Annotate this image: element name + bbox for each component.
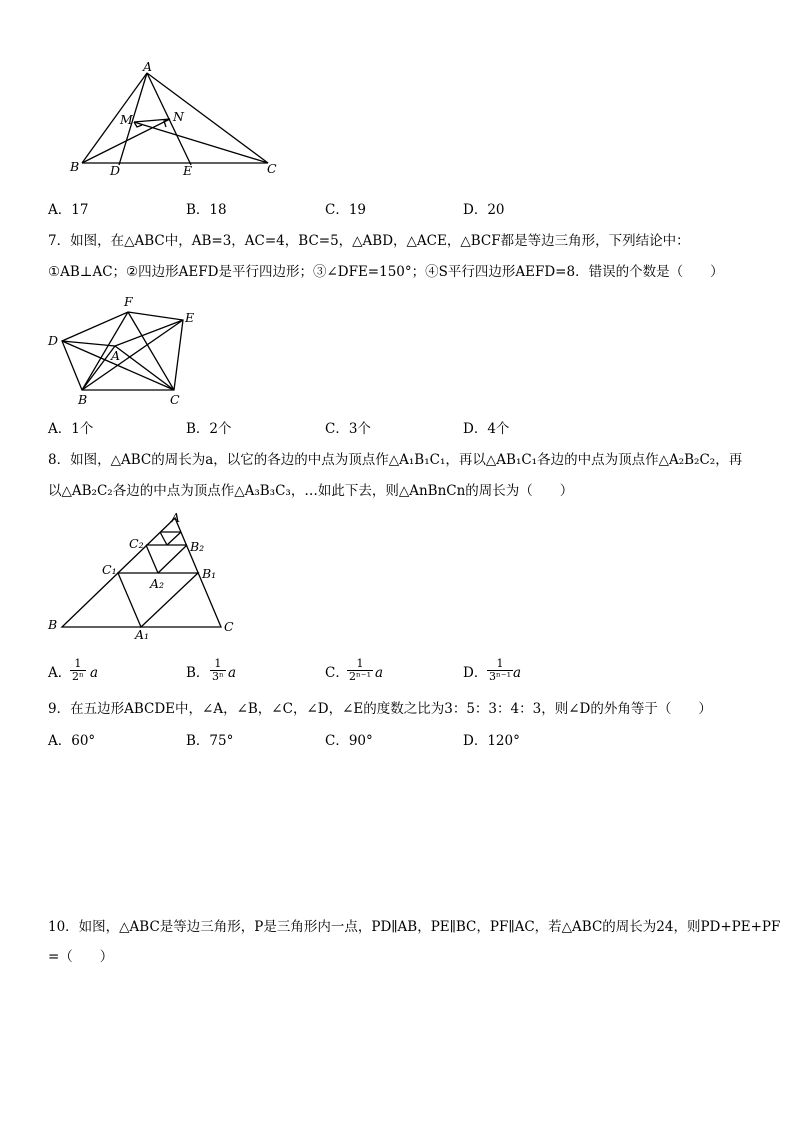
q7-label-d: D <box>48 333 59 348</box>
q8-label-c1: C₁ <box>102 562 117 577</box>
q8-option-b-letter: B． <box>186 665 210 681</box>
q9-option-b[interactable]: B．75° <box>186 733 234 749</box>
q8-label-a: A <box>171 510 181 525</box>
q8-option-c-numerator: 1 <box>347 658 373 671</box>
q8-label-b2: B₂ <box>190 539 205 554</box>
q8-figure <box>40 510 250 645</box>
q6-label-b: B <box>70 159 80 174</box>
q10-stem-line2: =（ ） <box>48 949 114 965</box>
q8-option-c-letter: C． <box>325 665 349 681</box>
q10-stem-line1: 10．如图，△ABC是等边三角形，P是三角形内一点，PD∥AB，PE∥BC，PF∥AC，若△ABC的周长为24，则PD+PE+PF <box>48 919 781 935</box>
q7-option-c[interactable]: C．3个 <box>325 421 371 437</box>
q8-stem-line1: 8．如图，△ABC的周长为a，以它的各边的中点为顶点作△A₁B₁C₁，再以△AB₁C₁各边的中点为顶点作△A₂B₂C₂，再 <box>48 452 743 468</box>
q8-option-d-numerator: 1 <box>487 658 513 671</box>
q6-label-m: M <box>120 112 133 127</box>
q6-option-d[interactable]: D．20 <box>463 202 505 218</box>
q8-option-a-fraction <box>70 658 86 683</box>
q6-label-c: C <box>267 161 277 176</box>
q6-option-a[interactable]: A．17 <box>48 202 89 218</box>
q8-option-d-fraction <box>487 658 513 683</box>
q8-option-b-fraction <box>210 658 226 683</box>
q8-option-b-var: a <box>228 665 237 681</box>
q8-option-a-denominator: 2ⁿ <box>72 670 84 683</box>
q6-option-b[interactable]: B．18 <box>186 202 227 218</box>
q8-label-c: C <box>224 619 234 634</box>
q7-label-c: C <box>170 392 180 407</box>
q7-label-a: A <box>111 348 121 363</box>
q7-option-d[interactable]: D．4个 <box>463 421 510 437</box>
q6-label-e: E <box>183 163 193 178</box>
q8-option-a-letter: A． <box>48 665 72 681</box>
q9-option-a[interactable]: A．60° <box>48 733 96 749</box>
q7-label-f: F <box>124 294 133 309</box>
q6-figure <box>60 55 300 185</box>
q7-label-b: B <box>78 392 88 407</box>
q8-option-a-var: a <box>90 665 99 681</box>
q8-option-c-var: a <box>375 665 384 681</box>
q8-label-b: B <box>48 617 58 632</box>
q9-option-d[interactable]: D．120° <box>463 733 520 749</box>
q8-option-c-fraction <box>347 658 373 683</box>
q7-stem-line1: 7．如图，在△ABC中，AB=3，AC=4，BC=5，△ABD，△ACE，△BCF都是等边三角形，下列结论中： <box>48 233 690 249</box>
q6-label-n: N <box>173 109 184 124</box>
q7-option-b[interactable]: B．2个 <box>186 421 232 437</box>
q8-label-a2: A₂ <box>150 576 165 591</box>
q6-label-a: A <box>143 59 153 74</box>
q7-stem-line2: ①AB⊥AC；②四边形AEFD是平行四边形；③∠DFE=150°；④S平行四边形AEFD=8．错误的个数是（ ） <box>48 264 724 280</box>
q6-option-c[interactable]: C．19 <box>325 202 367 218</box>
q8-option-d-var: a <box>513 665 522 681</box>
q7-option-a[interactable]: A．1个 <box>48 421 94 437</box>
q6-label-d: D <box>110 163 121 178</box>
q8-option-b-numerator: 1 <box>210 658 226 671</box>
q7-figure <box>40 292 220 412</box>
q8-label-a1: A₁ <box>135 627 150 642</box>
q8-option-c-denominator: 2ⁿ⁻¹ <box>349 670 371 683</box>
q8-option-a-numerator: 1 <box>70 658 86 671</box>
q7-label-e: E <box>185 310 195 325</box>
q8-label-c2: C₂ <box>129 536 144 551</box>
q8-stem-line2: 以△AB₂C₂各边的中点为顶点作△A₃B₃C₃，…如此下去，则△AnBnCn的周长为（ ） <box>48 483 574 499</box>
q8-option-b-denominator: 3ⁿ <box>212 670 224 683</box>
q8-label-b1: B₁ <box>202 566 217 581</box>
q9-option-c[interactable]: C．90° <box>325 733 373 749</box>
q8-option-d-denominator: 3ⁿ⁻¹ <box>489 670 511 683</box>
q9-stem-line1: 9．在五边形ABCDE中，∠A，∠B，∠C，∠D，∠E的度数之比为3：5：3：4：3，则∠D的外角等于（ ） <box>48 701 712 717</box>
q8-option-d-letter: D． <box>463 665 488 681</box>
